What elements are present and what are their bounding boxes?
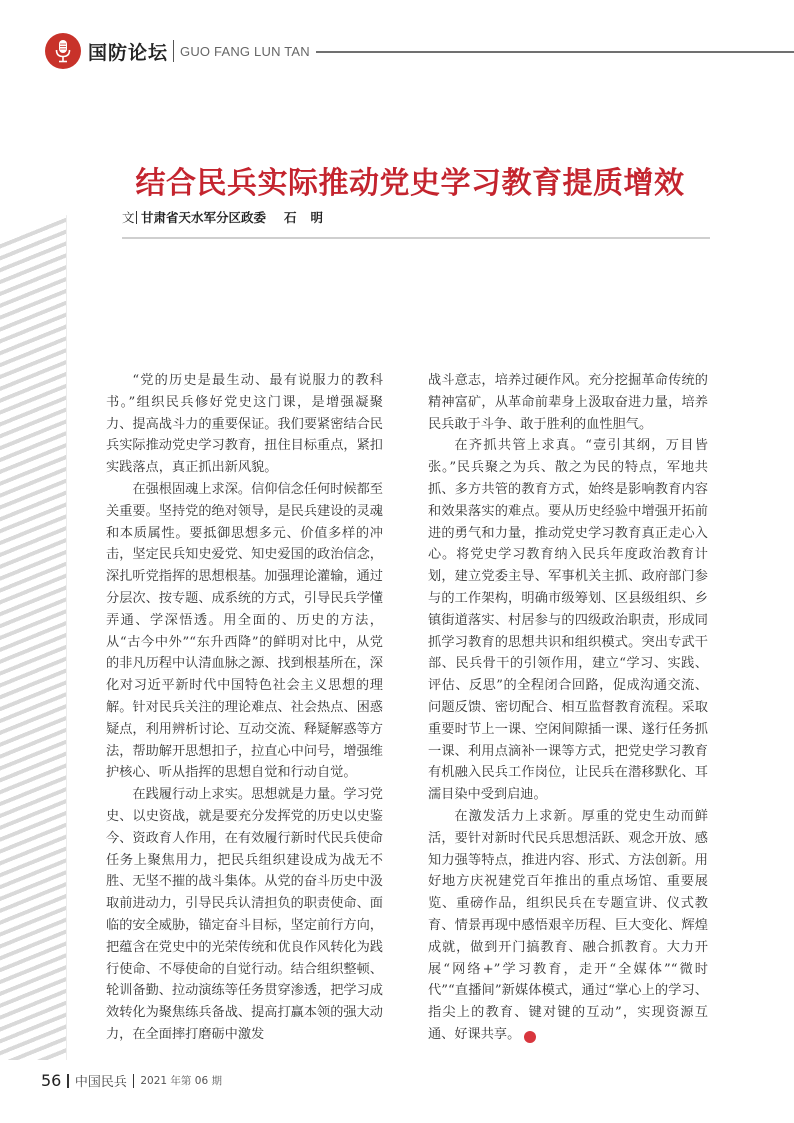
byline (122, 208, 337, 226)
paragraph: 在强根固魂上求深。信仰信念任何时候都至关重要。坚持党的绝对领导，是民兵建设的灵魂和本质属性。要抵御思想多元、价值多样的冲击，坚定民兵知史爱党、知史爱国的政治信念，深扎听党指挥的思想根基。加强理论灌输，通过分层次、按专题、成系统的方式，引导民兵学懂弄通、学深悟透。用全面的、历史的方法，从“古今中外”“东升西降”的鲜明对比中，从党的非凡历程中认清血脉之源、找到根基所在，深化对习近平新时代中国特色社会主义思想的理解。针对民兵关注的理论难点、社会热点、困惑疑点，利用辨析讨论、互动交流、释疑解惑等方法，帮助解开思想扣子，拉直心中问号，增强维护核心、听从指挥的思想自觉和行动自觉。 (106, 481, 383, 781)
section-header (45, 33, 794, 69)
header-divider (173, 40, 174, 62)
header-rule (316, 51, 794, 53)
microphone-icon (45, 33, 81, 69)
section-title-latin: GUO FANG LUN TAN (180, 43, 310, 59)
paragraph: 在齐抓共管上求真。“壹引其纲，万目皆张。”民兵聚之为兵、散之为民的特点，军地共抓、多方共管的教育方式，始终是影响教育内容和效果落实的难点。要从历史经验中增强开拓前进的勇气和力量，推动党史学习教育真正走心入心。将党史学习教育纳入民兵年度政治教育计划，建立党委主导、军事机关主抓、政府部门参与的工作架构，明确市级筹划、区县级组织、乡镇街道落实、村居参与的四级政治职责，形成同抓学习教育的思想共识和组织模式。突出专武干部、民兵骨干的引领作用，建立“学习、实践、评估、反思”的全程闭合回路，促成沟通交流、问题反馈、密切配合、相互监督教育流程。采取重要时节上一课、空闲间隙插一课、遂行任务抓一课、利用点滴补一课等方式，把党史学习教育有机融入民兵工作岗位，让民兵在潜移默化、耳濡目染中受到启迪。 (428, 438, 708, 803)
paragraph (428, 806, 708, 1046)
magazine-name: 中国民兵 (74, 1075, 127, 1090)
right-column (428, 370, 708, 1046)
issue-label: 2021 年第 06 期 (140, 1075, 222, 1087)
footer-divider (133, 1074, 135, 1088)
footer-divider (67, 1074, 69, 1088)
page-number: 56 (41, 1071, 62, 1090)
section-title: 国防论坛 (88, 41, 169, 64)
article-title: 结合民兵实际推动党史学习教育提质增效 (135, 166, 685, 202)
end-of-article-icon: ⚑ (524, 1031, 536, 1043)
left-column (106, 370, 383, 1046)
byline-organization: 甘肃省天水军分区政委 (141, 210, 267, 225)
byline-author: 石明 (284, 210, 338, 225)
decorative-stripes (0, 215, 67, 1060)
page-footer (41, 1071, 222, 1090)
byline-prefix: 文 (122, 210, 135, 225)
paragraph: 在践履行动上求实。思想就是力量。学习党史、以史资战，就是要充分发挥党的历史以史鉴今、资政育人作用，在有效履行新时代民兵使命任务上聚焦用力，把民兵组织建设成为战无不胜、无坚不摧的战斗集体。从党的奋斗历史中汲取前进动力，引导民兵认清担负的职责使命、面临的安全威胁，锚定奋斗目标，坚定前行方向，把蕴含在党史中的光荣传统和优良作风转化为践行使命、不辱使命的自觉行动。结合组织整顿、轮训备勤、拉动演练等任务贯穿渗透，把学习成效转化为聚焦练兵备战、提高打赢本领的强大动力，在全面摔打磨砺中激发 (106, 787, 383, 1042)
byline-divider (136, 211, 138, 224)
byline-rule (122, 237, 710, 239)
paragraph-continued: 战斗意志，培养过硬作风。充分挖掘革命传统的精神富矿，从革命前辈身上汲取奋进力量，培养民兵敢于斗争、敢于胜利的血性胆气。 (428, 373, 708, 432)
paragraph: “党的历史是最生动、最有说服力的教科书。”组织民兵修好党史这门课，是增强凝聚力、提高战斗力的重要保证。我们要紧密结合民兵实际推动党史学习教育，扭住目标重点，紧扣实践落点，真正抓出新风貌。 (106, 373, 383, 476)
paragraph-text: 在激发活力上求新。厚重的党史生动而鲜活，要针对新时代民兵思想活跃、观念开放、感知力强等特点，推进内容、形式、方法创新。用好地方庆祝建党百年推出的重点场馆、重要展览、重磅作品，组织民兵在专题宣讲、仪式教育、情景再现中感悟艰辛历程、巨大变化、辉煌成就，做到开门搞教育、融合抓教育。大力开展“网络+”学习教育，走开“全媒体”“微时代”“直播间”新媒体模式，通过“掌心上的学习、指尖上的教育、键对键的互动”，实现资源互通、好课共享。 (428, 808, 708, 1042)
